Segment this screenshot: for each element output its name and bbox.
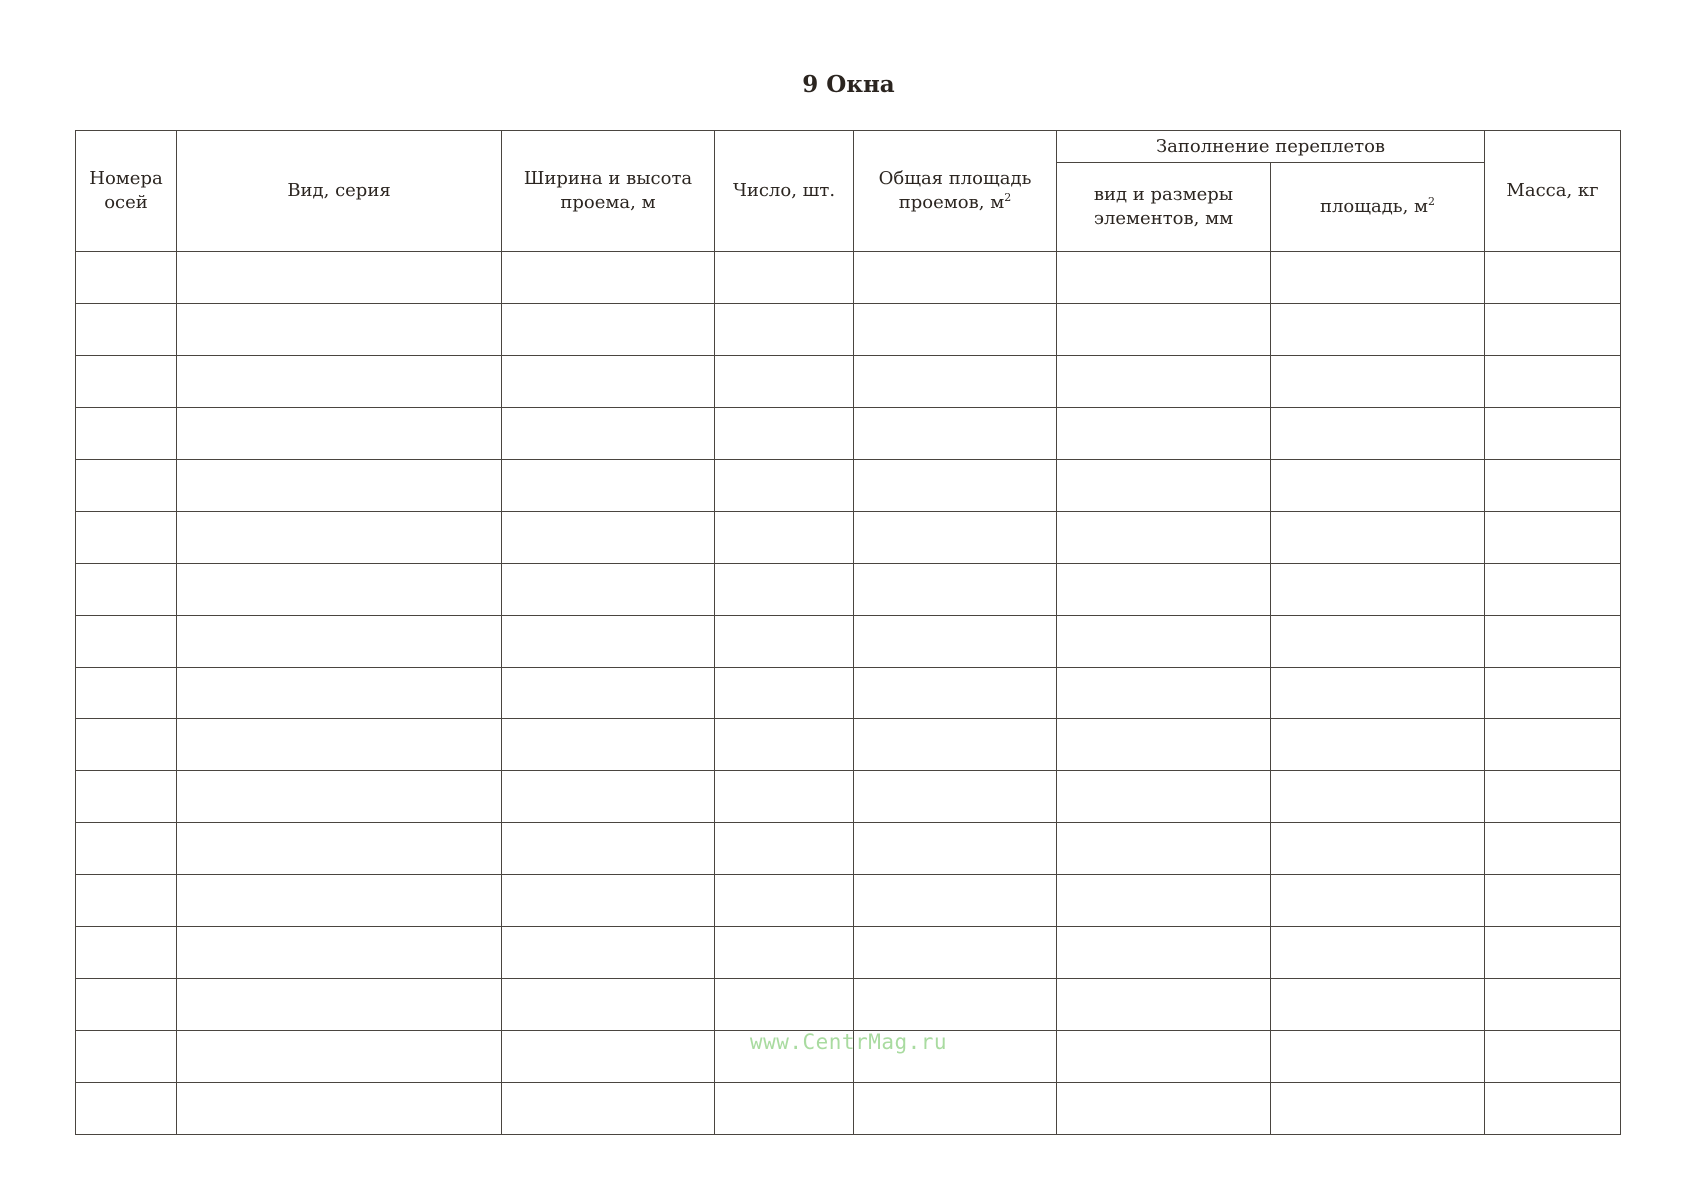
table-row xyxy=(76,667,1621,719)
table-cell[interactable] xyxy=(1485,407,1621,459)
table-cell[interactable] xyxy=(1485,252,1621,304)
table-cell[interactable] xyxy=(1057,303,1271,355)
table-cell[interactable] xyxy=(1057,563,1271,615)
table-cell[interactable] xyxy=(177,459,502,511)
table-cell[interactable] xyxy=(76,823,177,875)
table-cell[interactable] xyxy=(854,511,1057,563)
table-cell[interactable] xyxy=(1485,823,1621,875)
table-row xyxy=(76,355,1621,407)
table-cell[interactable] xyxy=(1271,1083,1485,1135)
table-row xyxy=(76,407,1621,459)
table-cell[interactable] xyxy=(76,927,177,979)
table-cell[interactable] xyxy=(177,511,502,563)
table-cell[interactable] xyxy=(715,667,854,719)
table-row xyxy=(76,719,1621,771)
col-header-type-series xyxy=(177,131,502,252)
table-cell[interactable] xyxy=(502,252,715,304)
table-cell[interactable] xyxy=(854,979,1057,1031)
table-row xyxy=(76,615,1621,667)
table-cell[interactable] xyxy=(76,615,177,667)
table-cell[interactable] xyxy=(1271,615,1485,667)
table-row xyxy=(76,771,1621,823)
table-cell[interactable] xyxy=(854,927,1057,979)
table-body xyxy=(76,252,1621,1135)
table-row xyxy=(76,303,1621,355)
table-cell[interactable] xyxy=(1057,927,1271,979)
table-cell[interactable] xyxy=(1271,719,1485,771)
table-cell[interactable] xyxy=(715,252,854,304)
table-cell[interactable] xyxy=(177,303,502,355)
table-cell[interactable] xyxy=(1271,927,1485,979)
table-cell[interactable] xyxy=(715,563,854,615)
table-cell[interactable] xyxy=(715,511,854,563)
table-cell[interactable] xyxy=(502,355,715,407)
table-cell[interactable] xyxy=(76,771,177,823)
table-cell[interactable] xyxy=(715,407,854,459)
table-cell[interactable] xyxy=(1485,303,1621,355)
col-header-width-height-label: Ширина и высота проема, м xyxy=(523,168,693,213)
table-cell[interactable] xyxy=(715,823,854,875)
table-cell[interactable] xyxy=(854,563,1057,615)
table-cell[interactable] xyxy=(502,979,715,1031)
table-cell[interactable] xyxy=(502,511,715,563)
col-header-fill-elements xyxy=(1057,163,1271,252)
table-cell[interactable] xyxy=(502,875,715,927)
table-cell[interactable] xyxy=(715,875,854,927)
table-row xyxy=(76,563,1621,615)
table-row xyxy=(76,459,1621,511)
fill-area-text: площадь, м xyxy=(1319,196,1429,217)
table-cell[interactable] xyxy=(177,823,502,875)
table-cell[interactable] xyxy=(502,615,715,667)
table-cell[interactable] xyxy=(76,459,177,511)
col-header-fill-elements-label: вид и размеры элементов, мм xyxy=(1093,184,1234,229)
table-cell[interactable] xyxy=(1485,667,1621,719)
table-cell[interactable] xyxy=(1057,667,1271,719)
table-cell[interactable] xyxy=(177,1083,502,1135)
col-header-axes-label: Номера осей xyxy=(89,168,163,213)
table-cell[interactable] xyxy=(1057,407,1271,459)
table-cell[interactable] xyxy=(1485,875,1621,927)
col-header-width-height xyxy=(502,131,715,252)
table-cell[interactable] xyxy=(854,667,1057,719)
table-cell[interactable] xyxy=(715,927,854,979)
table-cell[interactable] xyxy=(854,823,1057,875)
table-cell[interactable] xyxy=(1271,979,1485,1031)
table-cell[interactable] xyxy=(1057,979,1271,1031)
table-cell[interactable] xyxy=(1057,875,1271,927)
table-cell[interactable] xyxy=(76,719,177,771)
table-cell[interactable] xyxy=(1057,252,1271,304)
table-cell[interactable] xyxy=(854,615,1057,667)
table-cell[interactable] xyxy=(177,927,502,979)
table-row xyxy=(76,823,1621,875)
table-cell[interactable] xyxy=(1057,511,1271,563)
col-header-type-series-label: Вид, серия xyxy=(287,180,391,201)
watermark: www.CentrMag.ru xyxy=(749,1030,948,1054)
col-header-total-area xyxy=(854,131,1057,252)
col-header-count xyxy=(715,131,854,252)
table-cell[interactable] xyxy=(177,407,502,459)
table-cell[interactable] xyxy=(177,615,502,667)
table-cell[interactable] xyxy=(854,1083,1057,1135)
table-cell[interactable] xyxy=(715,719,854,771)
table-row xyxy=(76,875,1621,927)
table-cell[interactable] xyxy=(1271,771,1485,823)
table-cell[interactable] xyxy=(502,823,715,875)
table-cell[interactable] xyxy=(1057,1083,1271,1135)
table-cell[interactable] xyxy=(1485,511,1621,563)
table-cell[interactable] xyxy=(1485,927,1621,979)
table-cell[interactable] xyxy=(1485,459,1621,511)
table-row xyxy=(76,927,1621,979)
col-header-count-label: Число, шт. xyxy=(732,180,836,201)
table-cell[interactable] xyxy=(1057,459,1271,511)
col-header-fill-area xyxy=(1271,163,1485,252)
col-header-fill-group xyxy=(1057,131,1485,163)
table-cell[interactable] xyxy=(177,563,502,615)
table-cell[interactable] xyxy=(76,252,177,304)
table-row xyxy=(76,1083,1621,1135)
col-header-axes xyxy=(76,131,177,252)
table-cell[interactable] xyxy=(76,303,177,355)
table-cell[interactable] xyxy=(1057,823,1271,875)
fill-area-unit-exponent: 2 xyxy=(1428,195,1436,208)
col-header-total-area-label xyxy=(879,167,1032,215)
table-cell[interactable] xyxy=(854,252,1057,304)
table-cell[interactable] xyxy=(1485,563,1621,615)
table-cell[interactable] xyxy=(1057,719,1271,771)
table-cell[interactable] xyxy=(854,719,1057,771)
table-cell[interactable] xyxy=(502,927,715,979)
total-area-text: Общая площадь проемов, м xyxy=(878,168,1032,213)
total-area-unit-exponent: 2 xyxy=(1004,191,1012,204)
table-cell[interactable] xyxy=(76,875,177,927)
table-cell[interactable] xyxy=(177,355,502,407)
table-row xyxy=(76,252,1621,304)
windows-table xyxy=(75,130,1621,1135)
table-cell[interactable] xyxy=(715,979,854,1031)
table-cell[interactable] xyxy=(715,303,854,355)
table-cell[interactable] xyxy=(1271,252,1485,304)
table-cell[interactable] xyxy=(1271,563,1485,615)
table-cell[interactable] xyxy=(1057,771,1271,823)
table-cell[interactable] xyxy=(1271,303,1485,355)
table-row xyxy=(76,979,1621,1031)
table-cell[interactable] xyxy=(854,355,1057,407)
table-cell[interactable] xyxy=(502,303,715,355)
table-cell[interactable] xyxy=(76,1083,177,1135)
table-cell[interactable] xyxy=(854,875,1057,927)
table-cell[interactable] xyxy=(502,459,715,511)
table-cell[interactable] xyxy=(1485,615,1621,667)
table-cell[interactable] xyxy=(1485,719,1621,771)
table-cell[interactable] xyxy=(1271,511,1485,563)
table-cell[interactable] xyxy=(177,979,502,1031)
table-cell[interactable] xyxy=(76,407,177,459)
table-cell[interactable] xyxy=(76,355,177,407)
table-cell[interactable] xyxy=(715,615,854,667)
page-title: 9 Окна xyxy=(802,71,895,98)
table-cell[interactable] xyxy=(715,355,854,407)
table-cell[interactable] xyxy=(854,407,1057,459)
table-row xyxy=(76,511,1621,563)
table-cell[interactable] xyxy=(1485,771,1621,823)
table-cell[interactable] xyxy=(76,979,177,1031)
table-cell[interactable] xyxy=(1057,355,1271,407)
table-cell[interactable] xyxy=(1485,1083,1621,1135)
table-cell[interactable] xyxy=(854,771,1057,823)
table-cell[interactable] xyxy=(854,459,1057,511)
table-cell[interactable] xyxy=(177,667,502,719)
col-header-mass xyxy=(1485,131,1621,252)
table-cell[interactable] xyxy=(177,875,502,927)
table-cell[interactable] xyxy=(502,1083,715,1135)
table-cell[interactable] xyxy=(715,459,854,511)
table-cell[interactable] xyxy=(502,771,715,823)
table-cell[interactable] xyxy=(502,407,715,459)
table-cell[interactable] xyxy=(177,771,502,823)
table-cell[interactable] xyxy=(1271,459,1485,511)
table-cell[interactable] xyxy=(177,252,502,304)
table-cell[interactable] xyxy=(177,719,502,771)
table-cell[interactable] xyxy=(76,563,177,615)
table-cell[interactable] xyxy=(1271,667,1485,719)
table-cell[interactable] xyxy=(1271,355,1485,407)
table-cell[interactable] xyxy=(76,511,177,563)
table-cell[interactable] xyxy=(502,563,715,615)
table-cell[interactable] xyxy=(854,303,1057,355)
table-cell[interactable] xyxy=(502,667,715,719)
table-cell[interactable] xyxy=(1057,615,1271,667)
table-cell[interactable] xyxy=(1271,407,1485,459)
table-cell[interactable] xyxy=(715,1083,854,1135)
table-cell[interactable] xyxy=(715,771,854,823)
table-cell[interactable] xyxy=(502,719,715,771)
col-header-fill-group-label: Заполнение переплетов xyxy=(1155,135,1386,157)
table-cell[interactable] xyxy=(1485,979,1621,1031)
col-header-mass-label: Масса, кг xyxy=(1506,180,1599,201)
table-cell[interactable] xyxy=(76,667,177,719)
table-cell[interactable] xyxy=(1485,355,1621,407)
table-cell[interactable] xyxy=(1271,875,1485,927)
col-header-fill-area-label xyxy=(1320,195,1435,219)
table-cell[interactable] xyxy=(1271,823,1485,875)
